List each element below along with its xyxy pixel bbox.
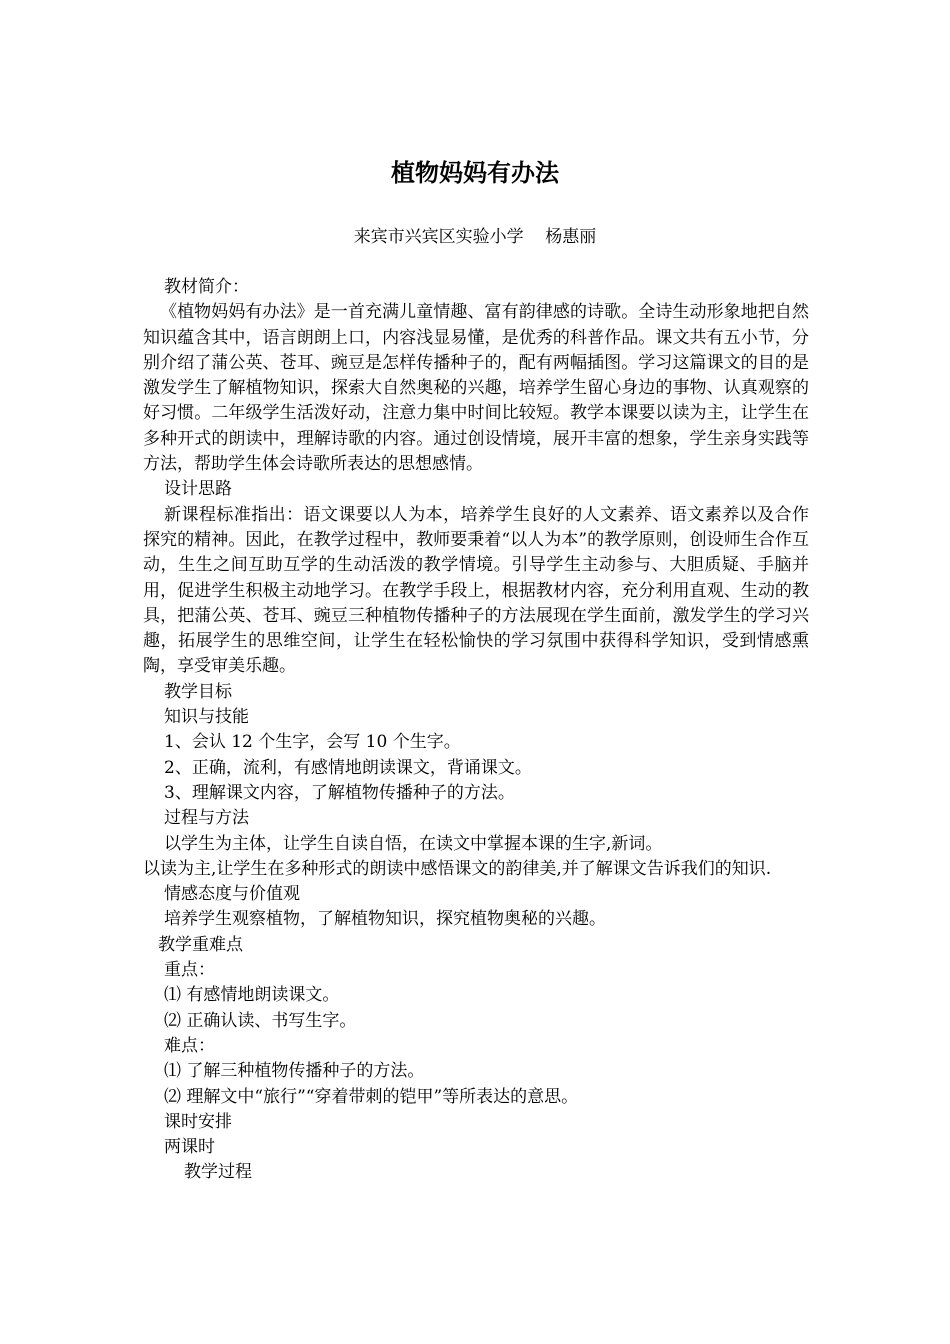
process-line: 以学生为主体，让学生自读自悟，在读文中掌握本课的生字,新词。 bbox=[164, 833, 663, 854]
emotion-heading: 情感态度与价值观 bbox=[164, 884, 300, 905]
document-body bbox=[143, 275, 809, 1186]
design-paragraph: 新课程标准指出：语文课要以人为本，培养学生良好的人文素养、语文素养以及合作探究的精神。因此，在教学过程中，教师要秉着“以人为本”的教学原则，创设师生合作互动，生生之间互助互学的生动活泼的教学情境。引导学生主动参与、大胆质疑、手脑并用，促进学生积极主动地学习。在教学手段上，根据教材内容，充分利用直观、生动的教具，把蒲公英、苍耳、豌豆三种植物传播种子的方法展现在学生面前，激发学生的学习兴趣，拓展学生的思维空间，让学生在轻松愉快的学习氛围中获得科学知识，受到情感熏陶，享受审美乐趣。 bbox=[143, 504, 809, 677]
process-line: 以读为主,让学生在多种形式的朗读中感悟课文的韵律美,并了解课文告诉我们的知识. bbox=[143, 858, 772, 879]
intro-paragraph: 《植物妈妈有办法》是一首充满儿童情趣、富有韵律感的诗歌。全诗生动形象地把自然知识蕴含其中，语言朗朗上口，内容浅显易懂，是优秀的科普作品。课文共有五小节，分别介绍了蒲公英、苍耳、豌豆是怎样传播种子的，配有两幅插图。学习这篇课文的目的是激发学生了解植物知识，探索大自然奥秘的兴趣，培养学生留心身边的事物、认真观察的好习惯。二年级学生活泼好动，注意力集中时间比较短。教学本课要以读为主，让学生在多种开式的朗读中，理解诗歌的内容。通过创设情境，展开丰富的想象，学生亲身实践等方法，帮助学生体会诗歌所表达的思想感情。 bbox=[143, 302, 809, 475]
focus-item: ⑵ 正确认读、书写生字。 bbox=[164, 1010, 357, 1031]
knowledge-item: 1、会认 12 个生字，会写 10 个生字。 bbox=[164, 732, 461, 753]
knowledge-heading: 知识与技能 bbox=[164, 707, 249, 728]
author-line: 来宾市兴宾区实验小学 杨惠丽 bbox=[353, 227, 597, 247]
teaching-process-heading: 教学过程 bbox=[184, 1162, 252, 1183]
document-title: 植物妈妈有办法 bbox=[391, 158, 559, 187]
difficulty-item: ⑴ 了解三种植物传播种子的方法。 bbox=[164, 1061, 425, 1082]
goals-heading: 教学目标 bbox=[164, 681, 232, 702]
focus-label: 重点： bbox=[164, 960, 215, 981]
schedule-heading: 课时安排 bbox=[164, 1111, 232, 1132]
process-heading: 过程与方法 bbox=[164, 808, 249, 829]
emotion-text: 培养学生观察植物，了解植物知识，探究植物奥秘的兴趣。 bbox=[164, 909, 606, 930]
intro-heading: 教材简介： bbox=[164, 277, 249, 297]
schedule-text: 两课时 bbox=[164, 1137, 215, 1158]
difficulty-label: 难点： bbox=[164, 1035, 215, 1056]
focus-item: ⑴ 有感情地朗读课文。 bbox=[164, 985, 340, 1006]
design-heading: 设计思路 bbox=[164, 479, 232, 500]
key-points-heading: 教学重难点 bbox=[158, 934, 243, 955]
knowledge-item: 3、理解课文内容，了解植物传播种子的方法。 bbox=[164, 782, 515, 803]
difficulty-item: ⑵ 理解文中“旅行”“穿着带刺的铠甲”等所表达的意思。 bbox=[164, 1086, 579, 1107]
knowledge-item: 2、正确，流利，有感情地朗读课文，背诵课文。 bbox=[164, 757, 532, 778]
